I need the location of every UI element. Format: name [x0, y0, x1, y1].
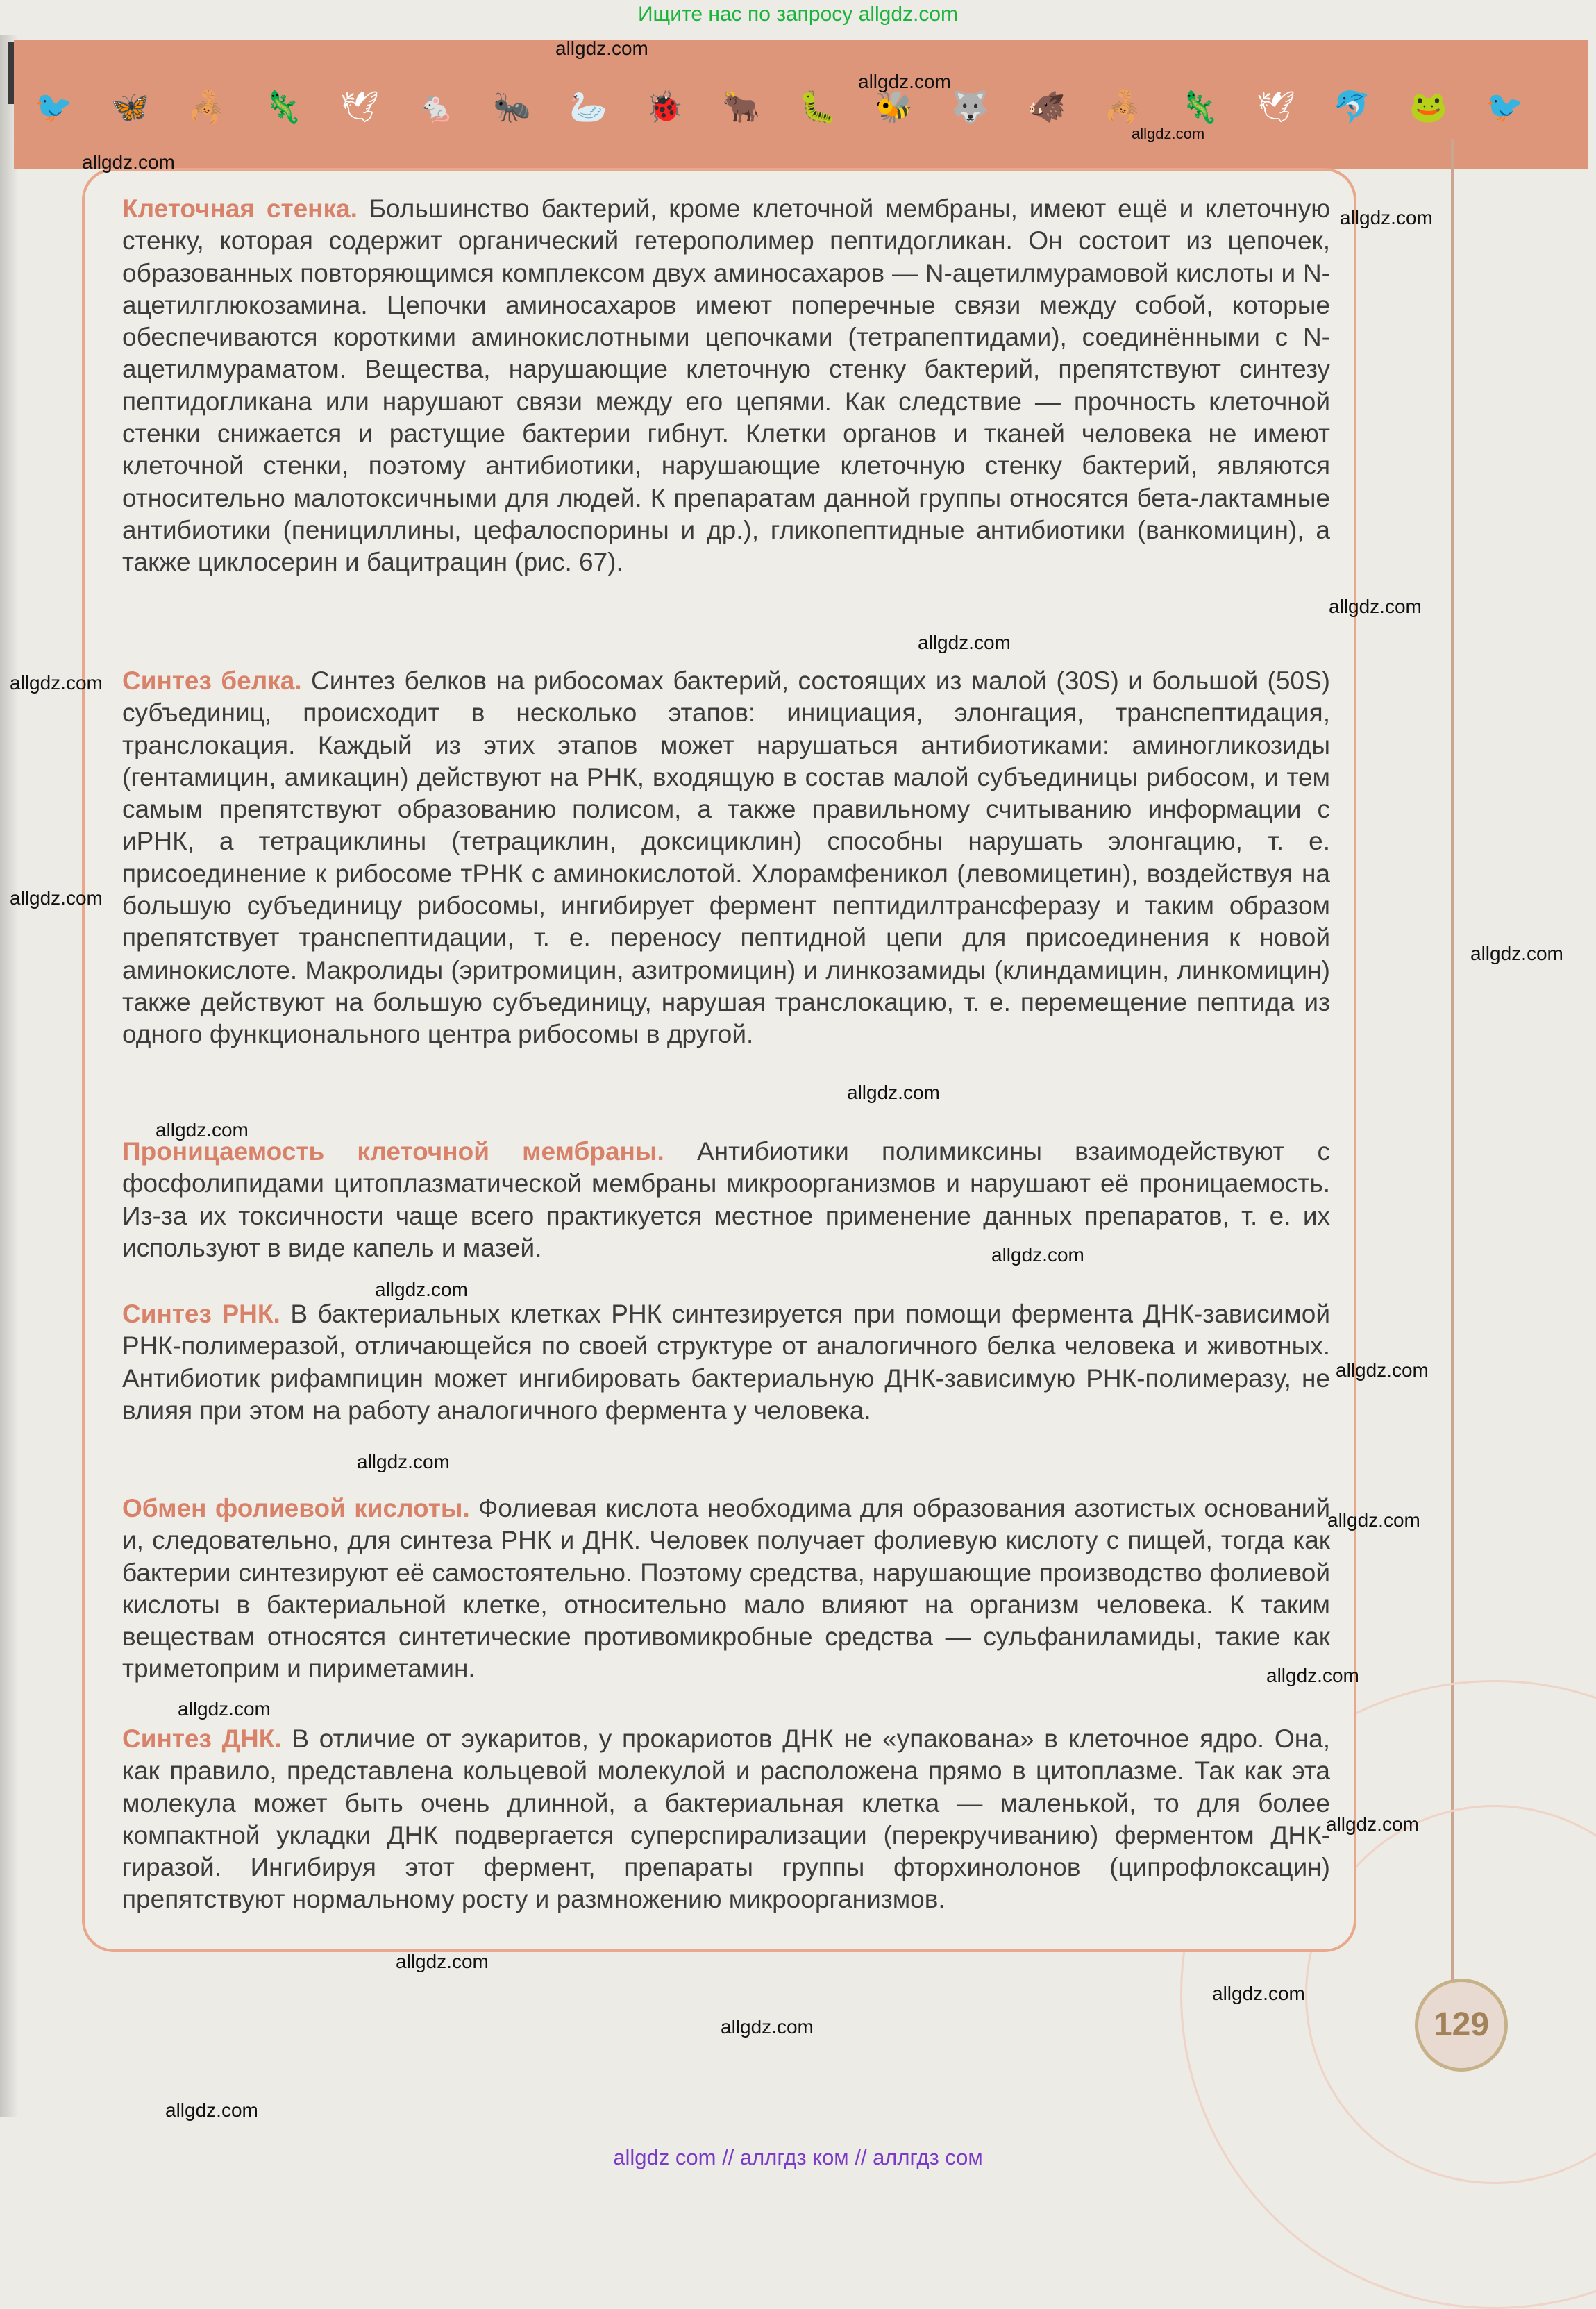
book-spine: [0, 35, 19, 2117]
section-text: В бактериальных клетках РНК синтезируется при помощи фермента ДНК-зависимой РНК-полимеразой, отличающейся по своей структуре от аналогичного белка человека и животных. Антибиотик рифампицин может ингибировать бактериальную ДНК-зависимую РНК-полимеразу, не влияя при этом на работу аналогичного фермента у человека.: [122, 1300, 1330, 1425]
watermark: allgdz.com: [82, 151, 175, 173]
top-search-link[interactable]: Ищите нас по запросу allgdz.com: [637, 3, 959, 26]
scorpion-icon: 🦂: [1104, 90, 1142, 124]
bull-icon: 🐂: [722, 90, 760, 124]
mammal-icon: 🐁: [417, 90, 455, 124]
fly-icon: 🐝: [875, 90, 913, 124]
ant-icon: 🐜: [493, 90, 531, 124]
bottom-links[interactable]: allgdz com // аллгдз ком // аллгдз сом: [613, 2145, 983, 2169]
watermark: allgdz.com: [918, 632, 1011, 653]
bird-icon: 🐦: [35, 90, 73, 124]
lizard-icon: 🦎: [1180, 90, 1218, 124]
watermark: allgdz.com: [721, 2016, 814, 2038]
boar-icon: 🐗: [1027, 90, 1066, 124]
watermark: allgdz.com: [858, 71, 951, 92]
section-text: Синтез белков на рибосомах бактерий, состоящих из малой (30S) и большой (50S) субъединиц, происходит в несколько этапов: инициация, элонгация, транспептидация, транслокация. Каждый из этих этапов может нарушаться антибиотиками: аминогликозиды (гентамицин, амикацин) действуют на РНК, входящую в состав малой субъединицы рибосом, и тем самым препятствуют образованию полисом, а также правильному считыванию информации с иРНК, а тетрациклины (тетрациклин, доксициклин) способны нарушать элонгацию, т. е. присоединение к рибосоме тРНК с аминокислотой. Хлорамфеникол (левомицетин), воздействуя на большую субъединицу рибосомы, ингибирует фермент пептидилтрансферазу и таким образом препятствует транспептидации, т. е. переносу пептидной цепи для присоединения к новой аминокислоте. Макролиды (эритромицин, азитромицин) и линкозамиды (клиндамицин, линкомицин) также действуют на большую субъединицу, нарушая транслокацию, т. е. перемещение пептида из одного функционального центра рибосомы в другой.: [122, 666, 1330, 1049]
watermark: allgdz.com: [1329, 596, 1422, 617]
watermark: allgdz.com: [156, 1119, 249, 1141]
dolphin-icon: 🐬: [1333, 90, 1371, 124]
watermark: allgdz.com: [1212, 1983, 1305, 2004]
watermark: allgdz.com: [396, 1951, 489, 1972]
section-text: В отличие от эукаритов, у прокариотов ДНК не «упакована» в клеточное ядро. Она, как правило, представлена кольцевой молекулой и расположена прямо в цитоплазме. Так как эта молекула может быть очень длинной, а бактериальная клетка — маленькой, то для более компактной укладки ДНК подвергается суперспирализации (перекручиванию) ферментом ДНК-гиразой. Ингибируя этот фермент, препараты группы фторхинолонов (ципрофлоксацин) препятствуют нормальному росту и размножению микроорганизмов.: [122, 1724, 1330, 1914]
watermark: allgdz.com: [10, 672, 103, 694]
watermark: allgdz.com: [991, 1244, 1084, 1266]
section-heading: Клеточная стенка.: [122, 194, 358, 223]
section-text: Большинство бактерий, кроме клеточной мембраны, имеют ещё и клеточную стенку, которая содержит органический гетерополимер пептидогликан. Он состоит из цепочек, образованных повторяющимся комплексом двух аминосахаров — N-ацетилмурамовой кислоты и N-ацетилглюкозамина. Цепочки аминосахаров имеют поперечные связи между собой, которые обеспечиваются короткими аминокислотными цепочками (тетрапептидами), соединёнными с N-ацетилмураматом. Вещества, нарушающие клеточную стенку бактерий, препятствуют синтезу пептидогликана или нарушают связи между его цепями. Как следствие — прочность клеточной стенки снижается и растущие бактерии гибнут. Клетки органов и тканей человека не имеют клеточной стенки, поэтому антибиотики, нарушающие клеточную стенку бактерий, являются относительно малотоксичными для людей. К препаратам данной группы относятся бета-лактамные антибиотики (пенициллины, цефалоспорины и др.), гликопептидные антибиотики (ванкомицин), а также циклосерин и бацитрацин (рис. 67).: [122, 194, 1330, 577]
section-membrane-permeability: [122, 1136, 1330, 1264]
section-heading: Синтез белка.: [122, 666, 302, 695]
frog-icon: 🐸: [1409, 90, 1447, 124]
bird-icon: 🐦: [1486, 90, 1524, 124]
watermark: allgdz.com: [1326, 1813, 1419, 1835]
section-dna-synthesis: [122, 1723, 1330, 1916]
section-rna-synthesis: [122, 1298, 1330, 1427]
watermark: allgdz.com: [1340, 207, 1433, 228]
beetle-icon: 🐞: [646, 90, 684, 124]
watermark: allgdz.com: [357, 1451, 450, 1472]
animal-strip: [35, 76, 1562, 139]
watermark: allgdz.com: [178, 1698, 271, 1720]
watermark: allgdz.com: [555, 37, 648, 59]
butterfly-icon: 🦋: [111, 90, 149, 124]
section-cell-wall: [122, 193, 1330, 579]
watermark: allgdz.com: [1132, 125, 1205, 142]
watermark: allgdz.com: [1266, 1665, 1359, 1686]
swallow-icon: 🕊: [1257, 90, 1295, 124]
section-heading: Синтез ДНК.: [122, 1724, 282, 1753]
watermark: allgdz.com: [1327, 1509, 1420, 1531]
heron-icon: 🦢: [569, 90, 607, 124]
watermark: allgdz.com: [847, 1082, 940, 1103]
watermark: allgdz.com: [10, 887, 103, 909]
section-heading: Синтез РНК.: [122, 1300, 280, 1328]
section-text: Фолиевая кислота необходима для образования азотистых оснований и, следовательно, для синтеза РНК и ДНК. Человек получает фолиевую кислоту с пищей, тогда как бактерии синтезируют её самостоятельно. Поэтому средства, нарушающие производство фолиевой кислоты в бактериальной клетке, относительно мало влияют на организм человека. К таким веществам относятся синтетические противомикробные средства — сульфаниламиды, такие как триметоприм и пириметамин.: [122, 1494, 1331, 1684]
watermark: allgdz.com: [165, 2099, 258, 2121]
section-heading: Проницаемость клеточной мембраны.: [122, 1137, 664, 1166]
swallow-icon: 🕊: [340, 90, 379, 124]
watermark: allgdz.com: [1470, 943, 1563, 964]
section-folic-acid: [122, 1493, 1330, 1686]
crawler-icon: 🐛: [798, 90, 837, 124]
section-text: Антибиотики полимиксины взаимодействуют с фосфолипидами цитоплазматической мембраны микроорганизмов и нарушают её проницаемость. Из-за их токсичности чаще всего практикуется местное применение данных препаратов, т. е. их используют в виде капель и мазей.: [122, 1137, 1331, 1262]
wolf-icon: 🐺: [951, 90, 989, 124]
lizard-icon: 🦎: [264, 90, 302, 124]
section-heading: Обмен фолиевой кислоты.: [122, 1494, 470, 1522]
watermark: allgdz.com: [375, 1279, 468, 1300]
page-number: 129: [1415, 1979, 1508, 2072]
watermark: allgdz.com: [1336, 1359, 1429, 1381]
section-protein-synthesis: [122, 665, 1330, 1051]
scorpion-icon: 🦂: [187, 90, 226, 124]
